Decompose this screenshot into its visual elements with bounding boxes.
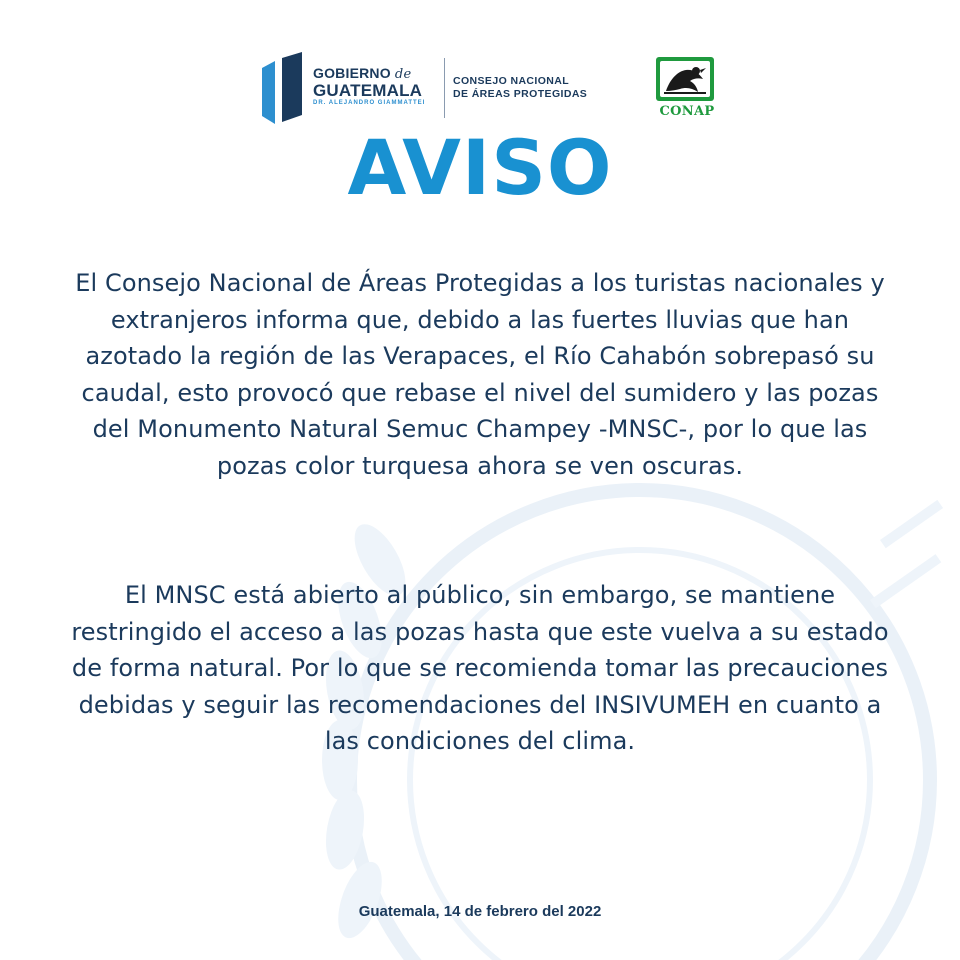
conap-logo	[656, 57, 718, 119]
government-logo-connector: de	[394, 67, 412, 82]
agency-name	[453, 75, 587, 101]
government-logo-line2: GUATEMALA	[313, 81, 423, 100]
header	[0, 52, 960, 132]
notice-paragraph-1: El Consejo Nacional de Áreas Protegidas a los turistas nacionales y extranjeros informa que, debido a las fuertes lluvias que han azotado la región de las Verapaces, el Río Cahabón sobrepasó su caudal, esto provocó que rebase el nivel del sumidero y las pozas del Monumento Natural Semuc Champey -MNSC-, por lo que las pozas color turquesa ahora se ven oscuras.	[75, 269, 885, 480]
conap-label: CONAP	[659, 104, 715, 119]
government-logo	[262, 52, 426, 124]
quetzal-emblem-icon	[656, 57, 714, 101]
agency-name-line1: CONSEJO NACIONAL	[453, 75, 570, 87]
notice-title: AVISO	[347, 123, 613, 212]
agency-name-line2: DE ÁREAS PROTEGIDAS	[453, 88, 588, 100]
date-footer: Guatemala, 14 de febrero del 2022	[358, 903, 602, 920]
government-logo-line3: DR. ALEJANDRO GIAMMATTEI	[313, 100, 426, 106]
government-logo-line1: GOBIERNO de	[313, 65, 412, 82]
government-bars-icon	[262, 52, 306, 124]
notice-paragraph-2: El MNSC está abierto al público, sin embargo, se mantiene restringido el acceso a las pozas hasta que este vuelva a su estado de forma natural. Por lo que se recomienda tomar las precauciones debidas y seguir las recomendaciones del INSIVUMEH en cuanto a las condiciones del clima.	[71, 581, 889, 755]
header-divider	[444, 58, 445, 118]
